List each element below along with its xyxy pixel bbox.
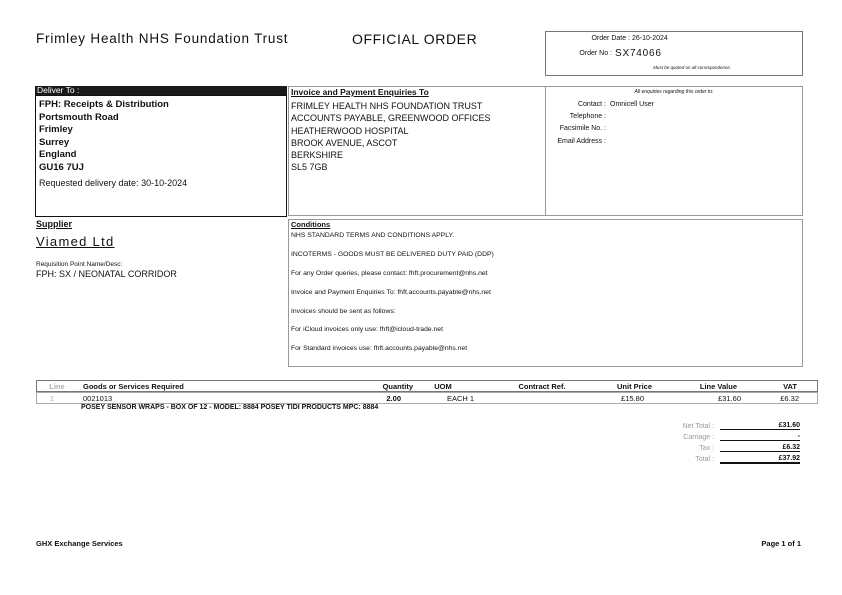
footer-service: GHX Exchange Services <box>36 539 123 548</box>
deliver-to-heading: Deliver To : <box>35 86 287 95</box>
col-vat: VAT <box>783 382 797 391</box>
col-line: Line <box>49 382 65 391</box>
carriage-value: - <box>720 433 800 441</box>
tax-value: £6.32 <box>720 444 800 452</box>
row-description: POSEY SENSOR WRAPS - BOX OF 12 - MODEL: 8884 POSEY TIDI PRODUCTS MPC: 8884 <box>81 404 379 411</box>
requested-delivery-date: Requested delivery date: 30-10-2024 <box>39 178 188 188</box>
condition-line: For any Order queries, please contact: fhft.procurement@nhs.net <box>291 270 488 277</box>
supplier-heading: Supplier <box>36 219 73 229</box>
order-date-label: Order Date : <box>591 35 630 42</box>
carriage-label: Carriage : <box>683 434 714 441</box>
contact-value: Omnicell User <box>610 101 654 108</box>
col-line-value: Line Value <box>699 382 737 391</box>
row-quantity: 2.00 <box>386 394 401 403</box>
deliver-address <box>39 99 169 174</box>
col-contract: Contract Ref. <box>518 382 566 391</box>
address-line: Frimley <box>39 124 73 135</box>
col-goods: Goods or Services Required <box>83 382 184 391</box>
address-line: ACCOUNTS PAYABLE, GREENWOOD OFFICES <box>291 113 491 124</box>
invoice-enquiries-box <box>288 86 546 216</box>
row-line-number: 1 <box>49 394 55 403</box>
address-line: GU16 7UJ <box>39 161 84 173</box>
facsimile-label: Facsimile No. : <box>559 125 606 132</box>
condition-line: INCOTERMS - GOODS MUST BE DELIVERED DUTY PAID (DDP) <box>291 251 494 258</box>
condition-line: NHS STANDARD TERMS AND CONDITIONS APPLY. <box>291 232 455 239</box>
order-info-box <box>545 31 803 76</box>
address-line: BERKSHIRE <box>291 150 344 161</box>
condition-line: For Standard invoices use: fhft.accounts.payable@nhs.net <box>291 345 468 352</box>
row-vat: £6.32 <box>780 394 799 403</box>
conditions-box <box>288 219 803 367</box>
telephone-label: Telephone : <box>569 113 606 120</box>
document-title: OFFICIAL ORDER <box>352 31 478 47</box>
col-quantity: Quantity <box>382 382 413 391</box>
total-label: Total : <box>695 456 714 463</box>
address-line: HEATHERWOOD HOSPITAL <box>291 125 409 136</box>
table-row <box>36 392 818 404</box>
contact-label: Contact : <box>577 101 606 108</box>
row-code: 0021013 <box>83 394 113 403</box>
conditions-heading: Conditions <box>291 220 331 229</box>
address-line: Surrey <box>39 136 70 148</box>
invoice-enquiries-heading: Invoice and Payment Enquiries To <box>291 87 429 97</box>
total-value: £37.92 <box>720 455 800 464</box>
row-uom: EACH 1 <box>447 394 475 403</box>
row-line-value: £31.60 <box>718 394 741 403</box>
tax-label: Tax : <box>699 445 714 452</box>
condition-line: For iCloud invoices only use: fhft@icloud-trade.net <box>291 326 443 333</box>
contact-box <box>545 86 803 216</box>
page-number: Page 1 of 1 <box>761 539 801 548</box>
col-uom: UOM <box>434 382 452 391</box>
order-date: 26-10-2024 <box>632 35 668 42</box>
condition-line: Invoice and Payment Enquiries To: fhft.accounts.payable@nhs.net <box>291 289 491 296</box>
net-total-label: Net Total : <box>682 423 714 430</box>
requisition-label: Requisition Point Name/Desc: <box>36 261 123 268</box>
address-line: FPH: Receipts & Distribution <box>39 99 169 110</box>
contact-heading: All enquiries regarding this order to: <box>634 89 714 95</box>
deliver-to-box <box>35 95 287 217</box>
supplier-name: Viamed Ltd <box>36 234 115 249</box>
order-lines-header <box>36 380 818 392</box>
net-total-value: £31.60 <box>720 422 800 430</box>
order-number: SX74066 <box>615 48 662 59</box>
invoice-address <box>291 100 491 174</box>
address-line: SL5 7GB <box>291 162 328 173</box>
address-line: Portsmouth Road <box>39 111 119 123</box>
organisation-name: Frimley Health NHS Foundation Trust <box>36 31 289 46</box>
requisition-value: FPH: SX / NEONATAL CORRIDOR <box>36 269 177 279</box>
condition-line: Invoices should be sent as follows: <box>291 308 396 315</box>
order-note: Must be quoted on all correspondence. <box>653 65 731 70</box>
address-line: BROOK AVENUE, ASCOT <box>291 137 398 148</box>
email-label: Email Address : <box>557 138 606 145</box>
row-unit-price: £15.80 <box>621 394 644 403</box>
col-unit-price: Unit Price <box>616 382 652 391</box>
address-line: England <box>39 149 77 160</box>
address-line: FRIMLEY HEALTH NHS FOUNDATION TRUST <box>291 101 483 111</box>
order-no-label: Order No : <box>579 50 612 57</box>
